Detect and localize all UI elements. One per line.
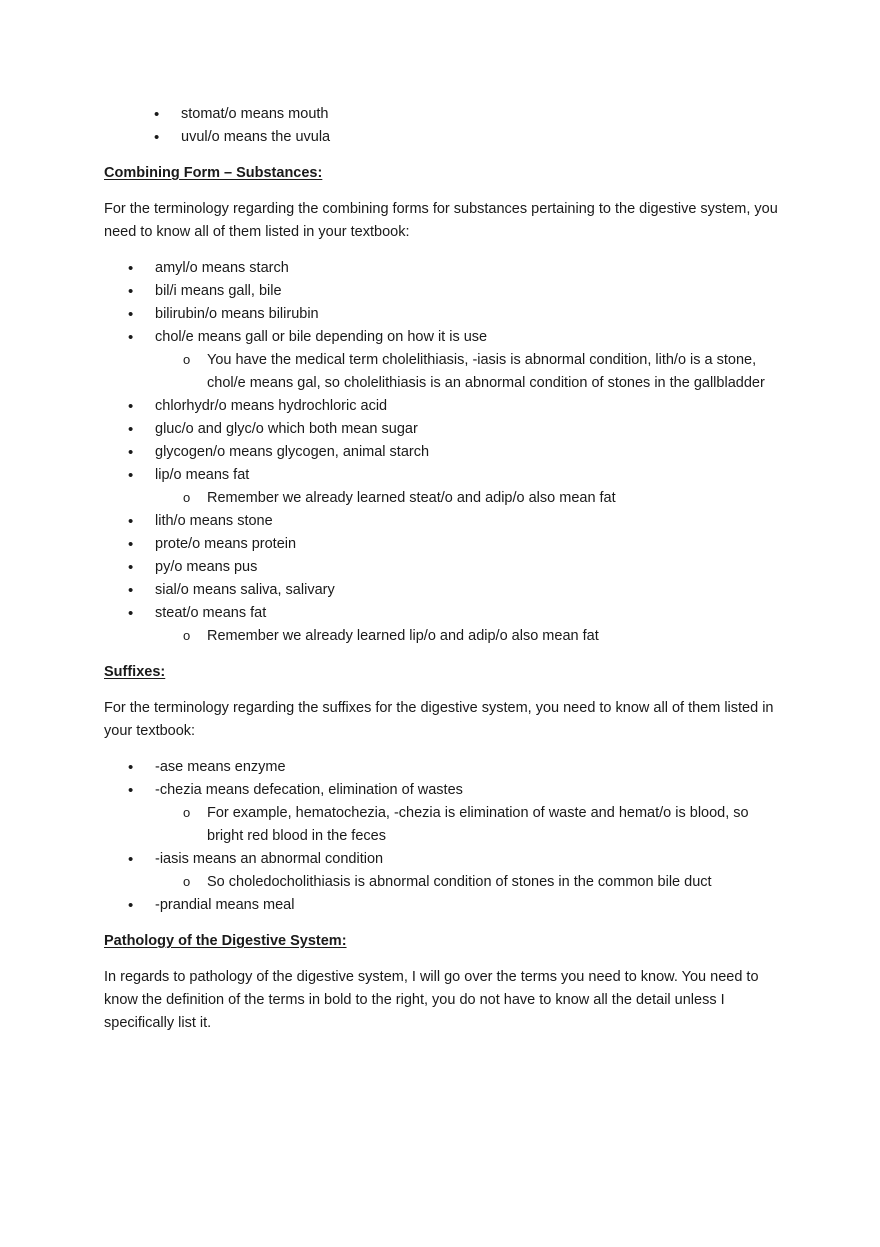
pathology-intro: In regards to pathology of the digestive system, I will go over the terms you need to know. You need to know the definition of the terms in bold to the right, you do not have to know all the detail unless I specifically list it. xyxy=(104,969,759,1031)
list-item-text: -chezia means defecation, elimination of wastes xyxy=(155,782,463,798)
list-item xyxy=(104,779,784,848)
list-item-text: chol/e means gall or bile depending on how it is use xyxy=(155,329,488,345)
sub-list-item: o You have the medical term cholelithiasis, -iasis is abnormal condition, lith/o is a stone, chol/e means gal, so cholelithiasis is an abnormal condition of stones in the gallbladder xyxy=(155,349,784,395)
sub-list xyxy=(155,802,784,848)
suffixes-intro: For the terminology regarding the suffixes for the digestive system, you need to know all of them listed in your textbook: xyxy=(104,700,774,739)
substances-list xyxy=(104,257,784,648)
suffixes-heading: Suffixes: xyxy=(104,664,166,680)
list-item: • sial/o means saliva, salivary xyxy=(104,579,784,602)
list-item: • amyl/o means starch xyxy=(104,257,784,280)
list-item: • lith/o means stone xyxy=(104,510,784,533)
list-item: • -ase means enzyme xyxy=(104,756,784,779)
sub-list-item: o Remember we already learned steat/o and adip/o also mean fat xyxy=(155,487,784,510)
list-item-text: lip/o means fat xyxy=(155,467,250,483)
list-item: • -prandial means meal xyxy=(104,894,784,917)
list-item: • bilirubin/o means bilirubin xyxy=(104,303,784,326)
list-item xyxy=(104,326,784,395)
list-item xyxy=(104,602,784,648)
list-item: • chlorhydr/o means hydrochloric acid xyxy=(104,395,784,418)
oral-terms-list xyxy=(104,103,784,149)
sub-list-item: o For example, hematochezia, -chezia is elimination of waste and hemat/o is blood, so bright red blood in the feces xyxy=(155,802,784,848)
sub-list xyxy=(155,871,784,894)
suffixes-list xyxy=(104,756,784,917)
list-item: • stomat/o means mouth xyxy=(104,103,784,126)
list-item-text: steat/o means fat xyxy=(155,605,267,621)
list-item xyxy=(104,464,784,510)
substances-heading: Combining Form – Substances: xyxy=(104,165,323,181)
sub-list xyxy=(155,487,784,510)
sub-list xyxy=(155,349,784,395)
substances-intro: For the terminology regarding the combining forms for substances pertaining to the digestive system, you need to know all of them listed in your textbook: xyxy=(104,201,778,240)
sub-list xyxy=(155,625,784,648)
list-item: • prote/o means protein xyxy=(104,533,784,556)
list-item: • bil/i means gall, bile xyxy=(104,280,784,303)
list-item: • py/o means pus xyxy=(104,556,784,579)
list-item xyxy=(104,848,784,894)
sub-list-item: o Remember we already learned lip/o and adip/o also mean fat xyxy=(155,625,784,648)
document-content xyxy=(104,103,784,1048)
pathology-heading: Pathology of the Digestive System: xyxy=(104,933,347,949)
list-item-text: -iasis means an abnormal condition xyxy=(155,851,384,867)
list-item: • uvul/o means the uvula xyxy=(104,126,784,149)
list-item: • gluc/o and glyc/o which both mean sugar xyxy=(104,418,784,441)
sub-list-item: o So choledocholithiasis is abnormal condition of stones in the common bile duct xyxy=(155,871,784,894)
list-item: • glycogen/o means glycogen, animal starch xyxy=(104,441,784,464)
